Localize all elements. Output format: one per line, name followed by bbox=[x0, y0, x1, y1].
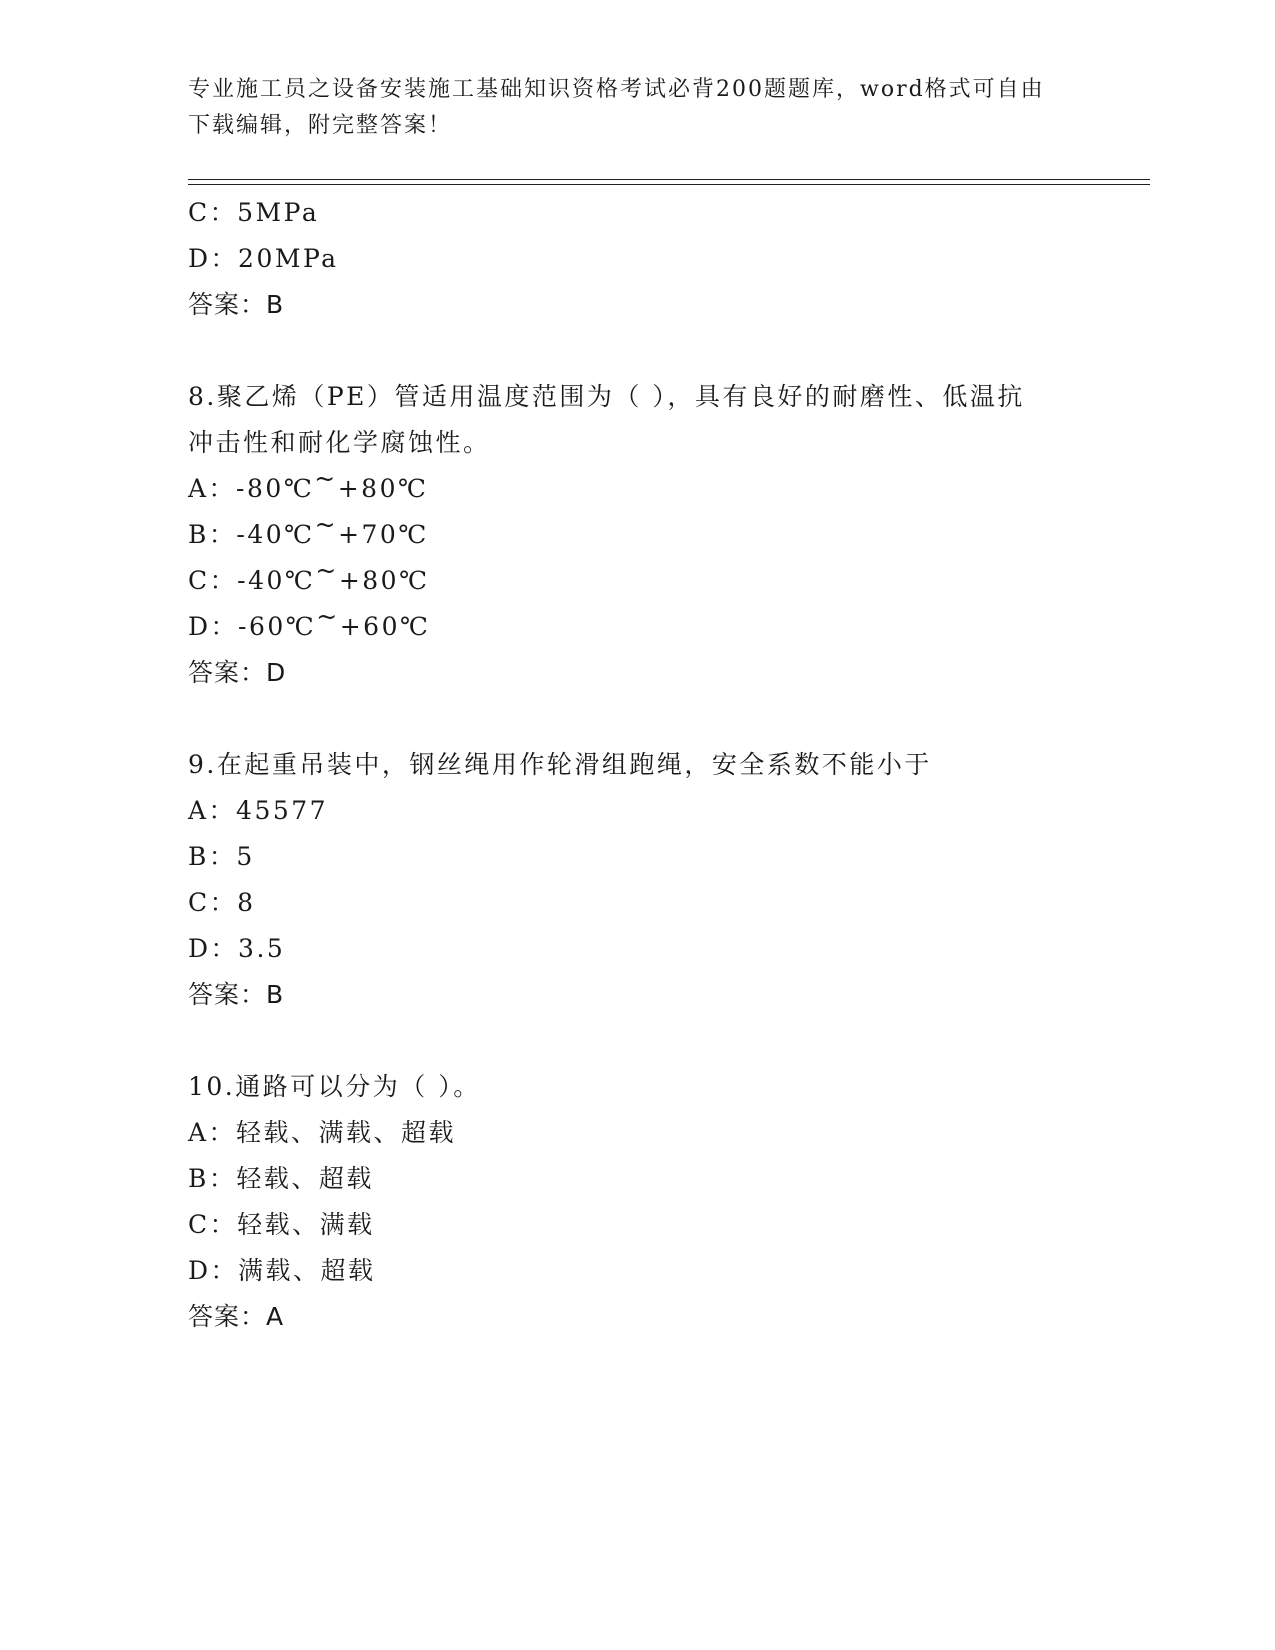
q8-option-c-high: +80℃ bbox=[338, 566, 430, 595]
q10-option-c: C：轻载、满载 bbox=[188, 1210, 375, 1239]
header-rule-top bbox=[188, 179, 1150, 180]
q8-option-c-low: C：-40℃ bbox=[188, 566, 316, 595]
q8-option-a bbox=[188, 466, 1108, 512]
q8-option-b bbox=[188, 512, 1108, 558]
q9-option-a: A：45577 bbox=[188, 796, 329, 825]
question-content bbox=[188, 190, 1108, 1340]
q8-answer: 答案：D bbox=[188, 658, 287, 687]
q8-option-b-low: B：-40℃ bbox=[188, 520, 315, 549]
document-header bbox=[188, 72, 1088, 144]
q9-option-d: D：3.5 bbox=[188, 934, 286, 963]
header-rule-bottom bbox=[188, 184, 1150, 185]
q8-option-a-high: +80℃ bbox=[337, 474, 429, 503]
q8-option-c bbox=[188, 558, 1108, 604]
q8-option-a-low: A：-80℃ bbox=[188, 474, 315, 503]
q8-stem-line-2: 冲击性和耐化学腐蚀性。 bbox=[188, 428, 491, 457]
q9-option-c: C：8 bbox=[188, 888, 256, 917]
q8-stem-line-1: 8.聚乙烯（PE）管适用温度范围为（ ），具有良好的耐磨性、低温抗 bbox=[188, 382, 1025, 411]
header-line-1: 专业施工员之设备安装施工基础知识资格考试必背200题题库，word格式可自由 bbox=[188, 77, 1045, 102]
q10-answer: 答案：A bbox=[188, 1302, 285, 1331]
range-tilde: ~ bbox=[316, 602, 340, 631]
header-line-2: 下载编辑，附完整答案！ bbox=[188, 113, 453, 138]
q10-option-d: D：满载、超载 bbox=[188, 1256, 376, 1285]
range-tilde: ~ bbox=[314, 464, 338, 493]
q9-option-b: B：5 bbox=[188, 842, 255, 871]
q9-stem: 9.在起重吊装中，钢丝绳用作轮滑组跑绳，安全系数不能小于 bbox=[188, 750, 932, 779]
q9-answer: 答案：B bbox=[188, 980, 285, 1009]
q10-stem: 10.通路可以分为（ ）。 bbox=[188, 1072, 481, 1101]
q10-option-b: B：轻载、超载 bbox=[188, 1164, 374, 1193]
q7-option-d: D：20MPa bbox=[188, 244, 339, 273]
q8-option-d bbox=[188, 604, 1108, 650]
q7-answer: 答案：B bbox=[188, 290, 285, 319]
q7-option-c: C：5MPa bbox=[188, 198, 320, 227]
range-tilde: ~ bbox=[315, 556, 339, 585]
range-tilde: ~ bbox=[314, 510, 339, 539]
q10-option-a: A：轻载、满载、超载 bbox=[188, 1118, 457, 1147]
q8-option-d-high: +60℃ bbox=[339, 612, 431, 641]
q8-option-d-low: D：-60℃ bbox=[188, 612, 317, 641]
q8-option-b-high: +70℃ bbox=[338, 520, 429, 549]
